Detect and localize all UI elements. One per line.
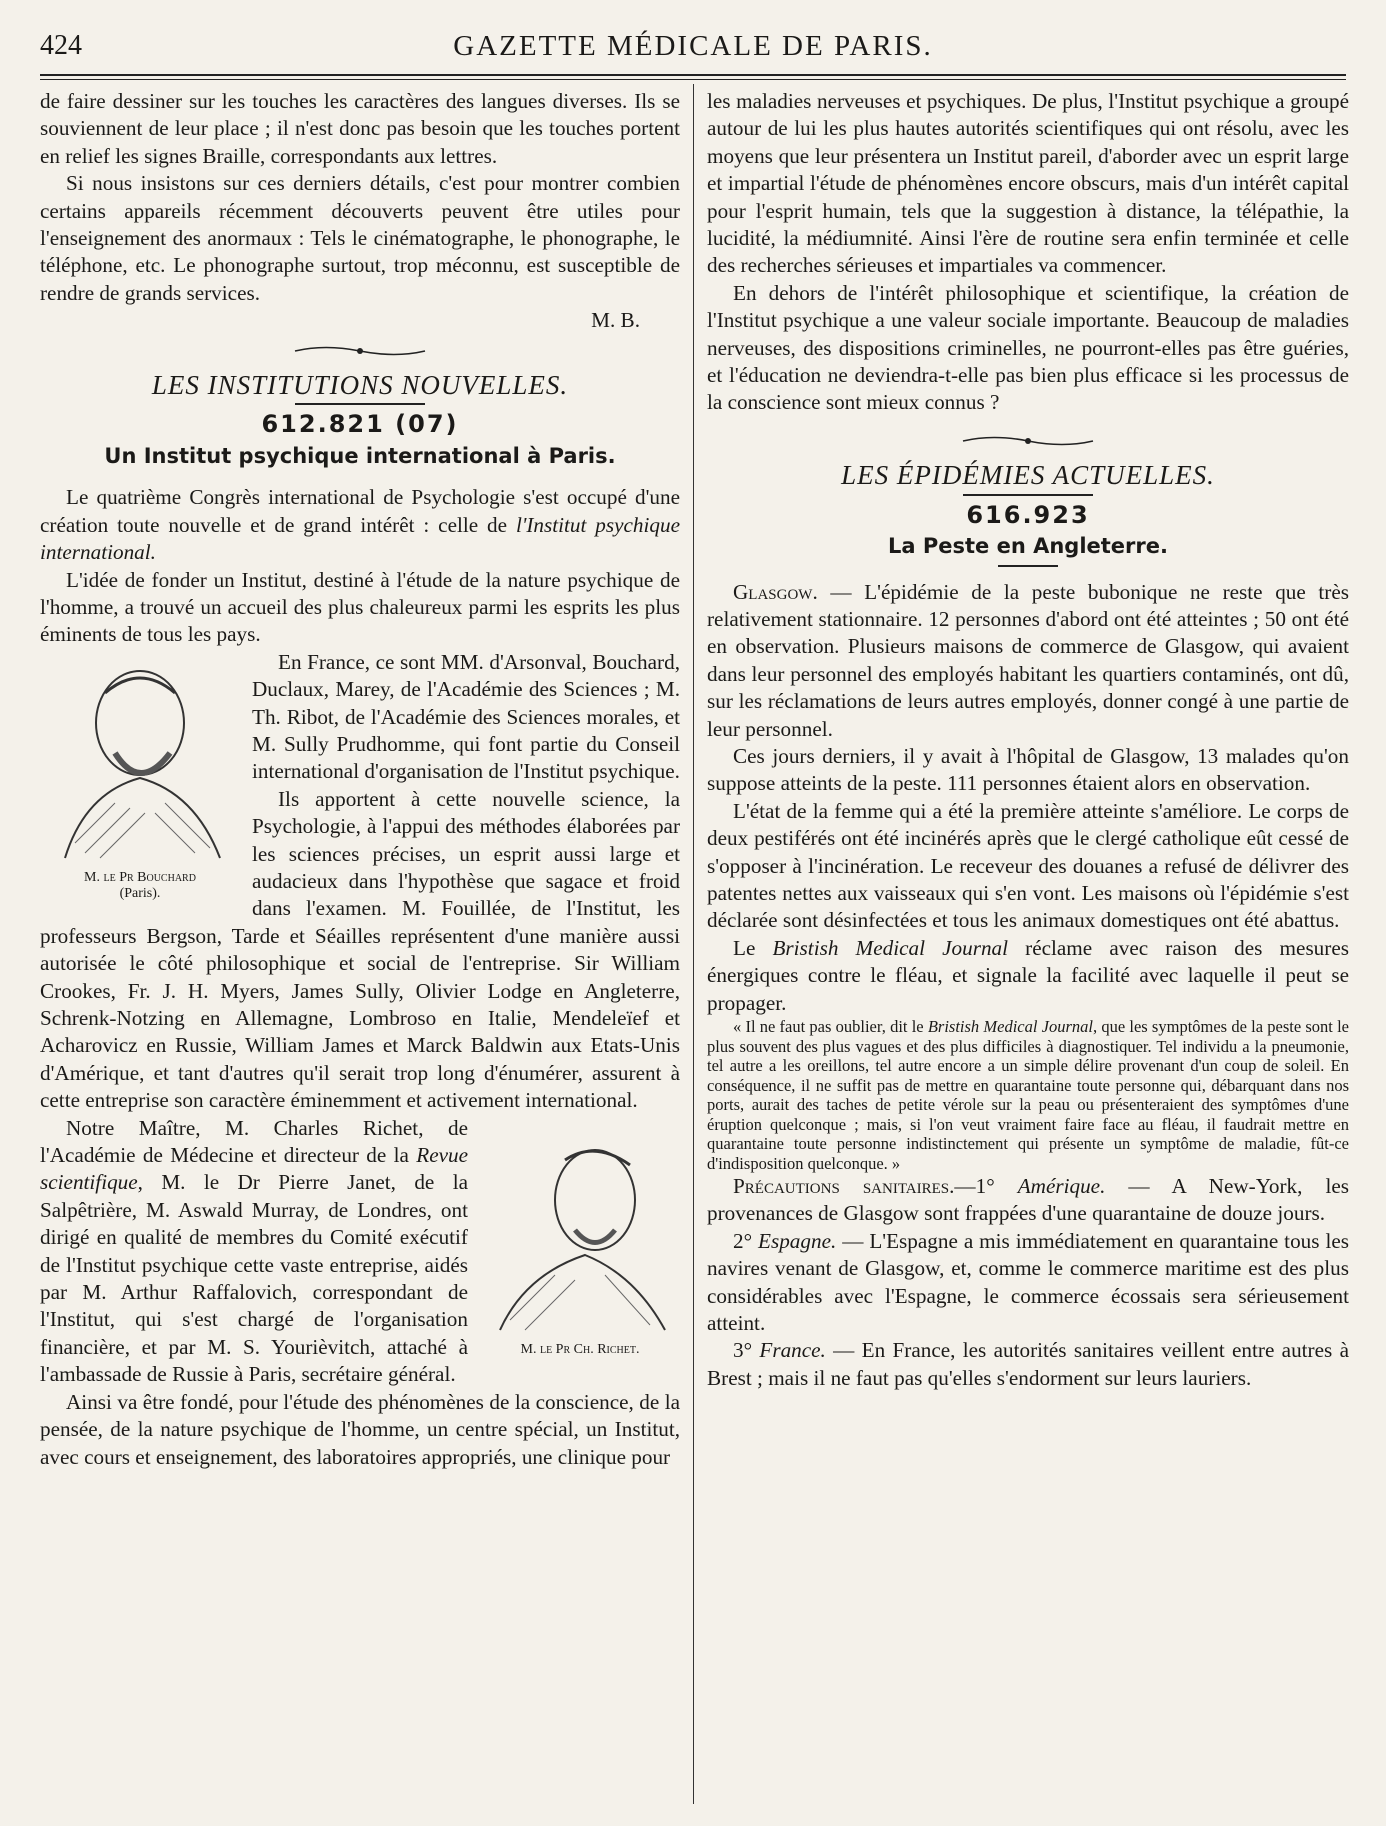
paragraph: En France, ce sont MM. d'Arsonval, Bouchard, Duclaux, Marey, de l'Académie des Sciences ; M. Th. Ribot, de l'Académie des Sciences morales, et M. Sully Prudhomme, qui font partie du Conseil international d'organisation de l'Institut psychique. xyxy=(252,649,680,784)
header-rule-thin xyxy=(40,79,1346,80)
signature: M. B. xyxy=(591,308,640,333)
paragraph: les maladies nerveuses et psychiques. De plus, l'Institut psychique a groupé autour de lui les plus hautes autorités scientifiques qui ont résolu, avec les moyens que leur présentera un Institut pareil, d'aborder avec un esprit large et impartial l'étude de phénomènes encore obscurs, mais d'un intérêt capital pour l'esprit humain, tels que la suggestion à distance, la télépathie, la lucidité, la médiumnité. Ainsi l'ère de routine sera enfin terminée et celle des recherches sérieuses et impartiales va commencer. xyxy=(707,89,1349,278)
figure-caption: M. le Pr Bouchard (Paris). xyxy=(84,870,196,902)
right-column xyxy=(707,88,1349,1392)
italic-title: l'Institut psychique international. xyxy=(40,512,680,565)
ornament-divider-icon xyxy=(707,429,1349,456)
article-title: Un Institut psychique international à Paris. xyxy=(104,443,616,468)
title-rule xyxy=(998,565,1058,567)
running-title: GAZETTE MÉDICALE DE PARIS. xyxy=(453,30,933,62)
paragraph: L'état de la femme qui a été la première atteinte s'améliore. Le corps de deux pestiférés ont été incinérés après que le clergé catholique eût cessé de s'opposer à l'incinération. Le receveur des douanes a refusé de délivrer des patentes nettes aux vaisseaux qui s'en vont. Les maisons où l'épidémie s'est déclarée sont désinfectées et tous les animaux domestiques ont été abattus. xyxy=(707,798,1349,933)
page-header xyxy=(40,30,1346,74)
figure-bouchard xyxy=(40,653,240,902)
block-quote: « Il ne faut pas oublier, dit le Bristish Medical Journal, que les symptômes de la peste sont le plus souvent des plus vagues et des plus difficiles à diagnostiquer. Tel individu a la pneumonie, tel autre a les oreillons, tel autre encore a un simple délire provenant d'un coup de soleil. En conséquence, il ne suffit pas de mettre en quarantaine toute personne qui, débarquant dans nos ports, aurait des taches de petite vérole sur la peau ou présenteraient des symptômes d'une éruption quelconque ; mais, si l'on veut vraiment faire face au fléau, il faudrait mettre en quarantaine toute personne indistinctement qui présente un symptôme de maladie, fût-ce d'indisposition quelconque. » xyxy=(707,1017,1349,1173)
paragraph-text: Le quatrième Congrès international de Psychologie s'est occupé d'une création toute nouvelle et de grand intérêt : celle de xyxy=(40,485,680,537)
portrait-engraving-icon xyxy=(485,1125,675,1335)
signature-line xyxy=(40,307,680,334)
paragraph: En dehors de l'intérêt philosophique et scientifique, la création de l'Institut psychique a une valeur sociale importante. Beaucoup de maladies nerveuses, des dispositions criminelles, ne pourront-elles pas être guéries, et l'éducation ne deviendra-t-elle pas bien plus efficace si les processus de la conscience sont mieux connus ? xyxy=(707,280,1349,415)
ornament-divider-icon xyxy=(40,339,680,366)
title-rule xyxy=(295,403,425,405)
paragraph: Notre Maître, M. Charles Richet, de l'Académie de Médecine et directeur de la Revue scientifique, M. le Dr Pierre Janet, de la Salpêtrière, M. Aswald Murray, de Londres, ont dirigé en qualité de membres du Comité exécutif de l'Institut psychique cette vaste entreprise, aidés par M. Arthur Raffalovich, correspondant de l'Institut, qui s'est chargé de l'organisation financière, et par M. S. Yourièvitch, attaché à l'ambassade de Russie à Paris, secrétaire général. xyxy=(40,1115,468,1387)
section-title: LES ÉPIDÉMIES ACTUELLES. xyxy=(841,460,1215,491)
article-title: La Peste en Angleterre. xyxy=(888,534,1168,559)
classification-number: 612.821 (07) xyxy=(261,410,459,439)
paragraph: Précautions sanitaires.—1° Amérique. — A New-York, les provenances de Glasgow sont frappées d'une quarantaine de douze jours. xyxy=(707,1174,1349,1226)
column-divider xyxy=(693,84,694,1804)
paragraph: L'idée de fonder un Institut, destiné à l'étude de la nature psychique de l'homme, a trouvé un accueil des plus chaleureux parmi les esprits les plus éminents de tous les pays. xyxy=(40,567,680,647)
portrait-engraving-icon xyxy=(45,653,235,863)
paragraph: de faire dessiner sur les touches les caractères des langues diverses. Ils se souviennent de leur place ; il n'est donc pas besoin que les touches portent en relief les signes Braille, correspondants aux lettres. xyxy=(40,89,680,168)
left-column xyxy=(40,88,680,1471)
page-number: 424 xyxy=(40,30,82,61)
paragraph: 2° Espagne. — L'Espagne a mis immédiatement en quarantaine tous les navires venant de Glasgow, et, comme le commerce maritime est des plus considérables avec l'Espagne, le commerce écossais sera sérieusement atteint. xyxy=(707,1228,1349,1336)
paragraph: Ils apportent à cette nouvelle science, la Psychologie, à l'appui des méthodes élaborées par les sciences précises, un esprit aussi large et audacieux dans l'hypothèse que sagace et froid dans l'examen. M. Fouillée, de l'Institut, les professeurs Bergson, Tarde et Séailles représentent d'une manière aussi autorisée le côté philosophique et social de l'entreprise. Sir William Crookes, Fr. J. H. Myers, James Sully, Olivier Lodge en Angleterre, Schrenk-Notzing en Allemagne, Lombroso en Italie, Mendeleïef et Acharovicz en Russie, William James et Marck Baldwin aux Etats-Unis d'Amérique, et tant d'autres qu'il serait trop long d'énumérer, assurent à cette entreprise son caractère éminemment et activement international. xyxy=(40,786,680,1113)
paragraph: Glasgow. — L'épidémie de la peste bubonique ne reste que très relativement stationnaire. 12 personnes d'abord ont été atteintes ; 50 ont été en observation. Plusieurs maisons de commerce de Glasgow, qui avaient dans leur personnel des employés habitant les quartiers contaminés, ont dû, sur les réclamations de leurs autres employés, donner congé à une partie de leur personnel. xyxy=(707,579,1349,741)
paragraph: Si nous insistons sur ces derniers détails, c'est pour montrer combien certains appareils récemment découverts peuvent être utiles pour l'enseignement des anormaux : Tels le cinématographe, le phonographe, le téléphone, etc. Le phonographe surtout, trop méconnu, est susceptible de rendre de grands services. xyxy=(40,171,680,305)
paragraph: Le Bristish Medical Journal réclame avec raison des mesures énergiques contre le fléau, et signale la facilité avec laquelle il peut se propager. xyxy=(707,935,1349,1015)
title-rule xyxy=(963,494,1093,496)
classification-number: 616.923 xyxy=(966,500,1090,529)
figure-richet xyxy=(480,1125,680,1358)
figure-caption: M. le Pr Ch. Richet. xyxy=(520,1342,640,1358)
paragraph: 3° France. — En France, les autorités sanitaires veillent entre autres à Brest ; mais il ne faut pas qu'elles s'endorment sur leurs lauriers. xyxy=(707,1338,1349,1390)
section-title: LES INSTITUTIONS NOUVELLES. xyxy=(151,370,569,401)
header-rule xyxy=(40,74,1346,76)
paragraph: Ainsi va être fondé, pour l'étude des phénomènes de la conscience, de la pensée, de la nature psychique de l'homme, un centre spécial, un Institut, avec cours et enseignement, des laboratoires appropriés, une clinique pour xyxy=(40,1389,680,1469)
paragraph xyxy=(40,484,680,566)
paragraph: Ces jours derniers, il y avait à l'hôpital de Glasgow, 13 malades qu'on suppose atteints de la peste. 111 personnes étaient alors en observation. xyxy=(707,743,1349,796)
